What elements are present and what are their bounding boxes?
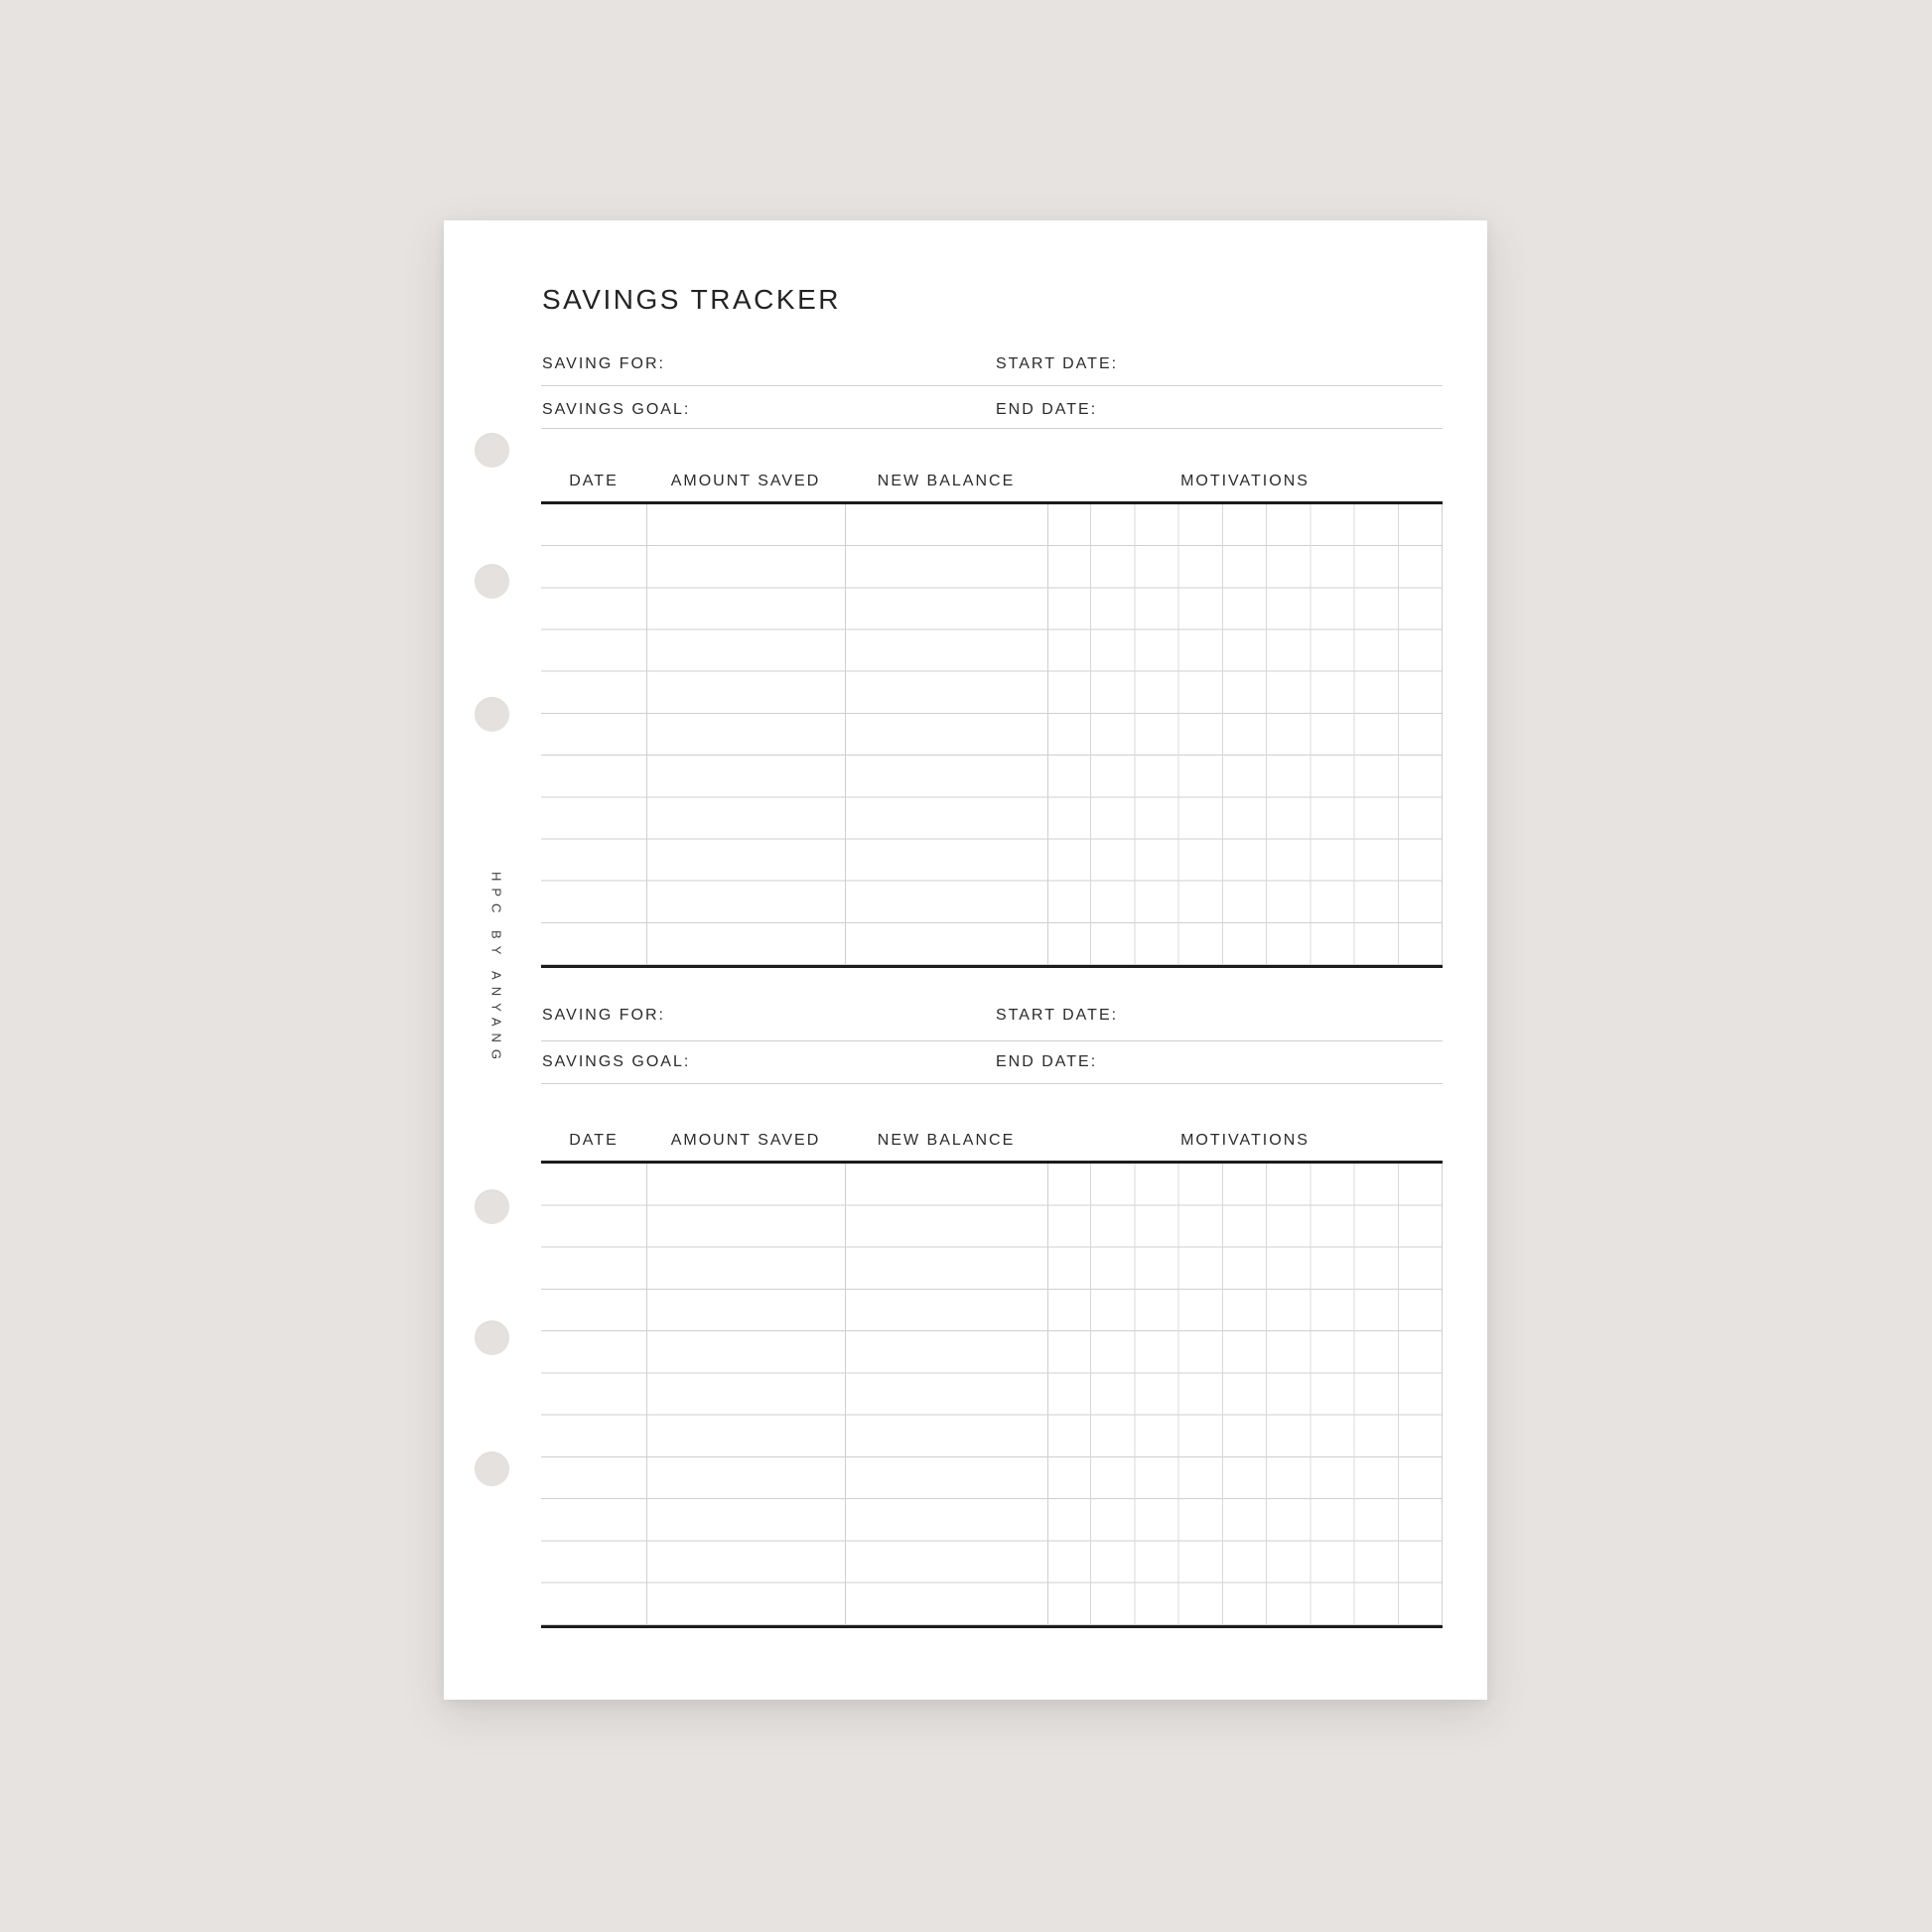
column-header-date: DATE (569, 1132, 619, 1149)
column-divider (845, 504, 846, 965)
start-date-label: START DATE: (996, 355, 1119, 372)
column-header-date: DATE (569, 473, 619, 489)
underline-rule (541, 1040, 1443, 1041)
motivations-grid (1047, 504, 1443, 965)
brand-side-label: HPC BY ANYANG (488, 872, 504, 1066)
saving-for-label: SAVING FOR: (542, 1007, 665, 1024)
column-header-new-balance: NEW BALANCE (877, 1132, 1016, 1149)
column-header-amount-saved: AMOUNT SAVED (670, 473, 821, 489)
punch-hole (475, 1189, 509, 1224)
motivations-grid (1047, 1164, 1443, 1625)
savings-goal-label: SAVINGS GOAL: (542, 401, 691, 418)
saving-for-label: SAVING FOR: (542, 355, 665, 372)
punch-hole (475, 433, 509, 468)
page-title: SAVINGS TRACKER (542, 284, 841, 315)
column-header-new-balance: NEW BALANCE (877, 473, 1016, 489)
table-border-bottom (541, 1625, 1443, 1628)
savings-table-body (541, 1164, 1443, 1625)
punch-hole (475, 1451, 509, 1486)
column-header-amount-saved: AMOUNT SAVED (670, 1132, 821, 1149)
underline-rule (541, 1083, 1443, 1084)
underline-rule (541, 428, 1443, 429)
punch-hole (475, 564, 509, 599)
start-date-label: START DATE: (996, 1007, 1119, 1024)
planner-page (444, 220, 1487, 1700)
column-divider (646, 504, 647, 965)
column-header-motivations: MOTIVATIONS (1180, 473, 1310, 489)
punch-hole (475, 1320, 509, 1355)
column-divider (646, 1164, 647, 1625)
column-header-motivations: MOTIVATIONS (1180, 1132, 1310, 1149)
savings-table-body (541, 504, 1443, 965)
table-border-bottom (541, 965, 1443, 968)
underline-rule (541, 385, 1443, 386)
end-date-label: END DATE: (996, 401, 1098, 418)
end-date-label: END DATE: (996, 1053, 1098, 1070)
punch-hole (475, 697, 509, 732)
savings-goal-label: SAVINGS GOAL: (542, 1053, 691, 1070)
column-divider (845, 1164, 846, 1625)
